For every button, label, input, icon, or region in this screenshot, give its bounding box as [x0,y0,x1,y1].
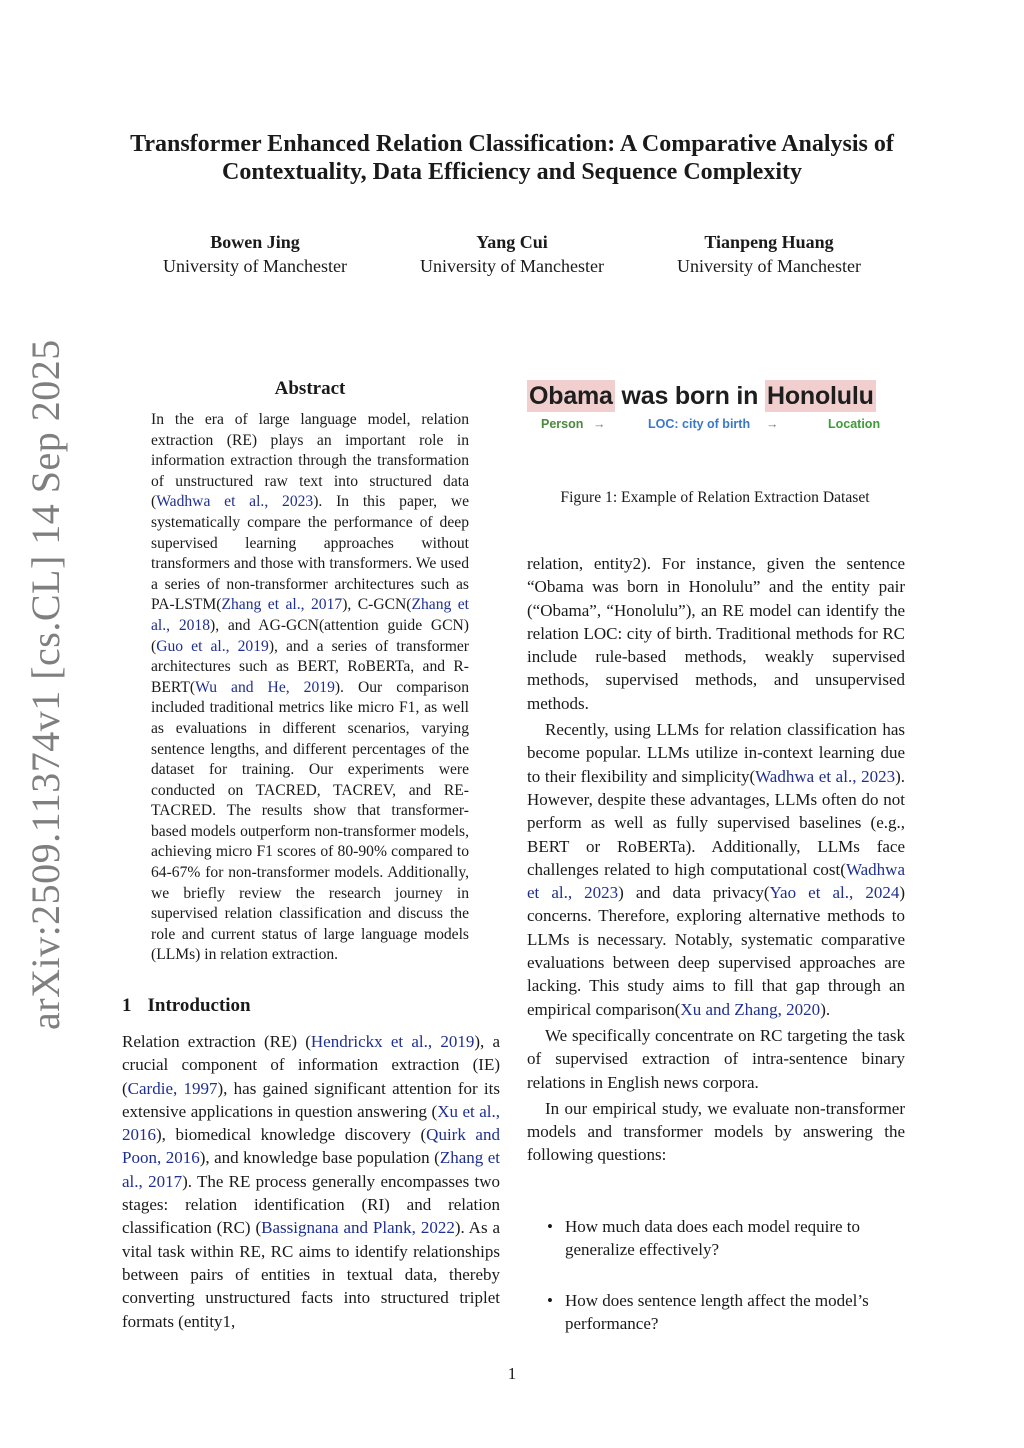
citation-link[interactable]: Bassignana and Plank, 2022 [261,1218,455,1238]
page-number: 1 [507,1364,517,1383]
abstract-heading: Abstract [274,378,346,399]
figure-caption: Figure 1: Example of Relation Extraction Dataset [560,489,870,506]
author-affiliation: University of Manchester [677,256,861,276]
paragraph: relation, entity2). For instance, given the sentence “Obama was born in Honolulu” and the entity pair (“Obama”, “Honolulu”), an RE model can identify the relation LOC: city of birth. Traditional methods for RC include rule-based methods, weakly supervised methods, supervised methods, and unsupervised methods. [527,554,905,713]
author-3 [649,230,889,278]
abstract-text: In the era of large language model, relation extraction (RE) plays an important role in information extraction through the transformation of unstructured raw text into structured data (Wadhwa et al., 2023). In this paper, we systematically compare the performance of deep supervised learning approaches without transformers and those with transformers. We used a series of non-transformer architectures such as PA-LSTM(Zhang et al., 2017), C-GCN(Zhang et al., 2018), and AG-GCN(attention guide GCN)(Guo et al., 2019), and a series of transformer architectures such as BERT, RoBERTa, and R-BERT(Wu and He, 2019). Our comparison included traditional metrics like micro F1, as well as evaluations in different scenarios, varying sentence lengths, and different percentages of the dataset for training. Our experiments were conducted on TACRED, TACREV, and RE-TACRED. The results show that transformer-based models outperform non-transformer models, achieving micro F1 scores of 80-90% compared to 64-67% for non-transformer models. Additionally, we briefly review the research journey in supervised relation classification and discuss the role and current status of large language models (LLMs) in relation extraction. [151,411,470,964]
paragraph: Recently, using LLMs for relation classification has become popular. LLMs utilize in-context learning due to their flexibility and simplicity(Wadhwa et al., 2023). However, despite these advantages, LLMs often do not perform as well as fully supervised baselines (e.g., BERT or RoBERTa). Additionally, LLMs face challenges related to high computational cost(Wadhwa et al., 2023) and data privacy(Yao et al., 2024) concerns. Therefore, exploring alternative methods to LLMs is necessary. Notably, systematic comparative evaluations between deep supervised approaches are lacking. This study aims to fill that gap through an empirical comparison(Xu and Zhang, 2020). [527,720,906,1019]
author-name: Tianpeng Huang [704,232,834,252]
citation-link[interactable]: Zhang et al., 2017 [221,596,343,614]
citation-link[interactable]: Zhang et al., 2017 [122,1148,501,1191]
author-name: Yang Cui [476,232,548,252]
arrow-icon: → [766,417,779,431]
figure-sentence: Obama was born in Honolulu [529,382,874,410]
entity-highlight: Honolulu [766,382,874,410]
citation-link[interactable]: Xu et al., 2016 [122,1101,500,1145]
author-affiliation: University of Manchester [420,256,604,276]
citation-link[interactable]: Xu and Zhang, 2020 [680,999,821,1019]
question-list [545,1215,905,1362]
citation-link[interactable]: Wadhwa et al., 2023 [527,859,905,903]
citation-link[interactable]: Hendrickx et al., 2019 [310,1032,475,1051]
paragraph: We specifically concentrate on RC targeting the task of supervised extraction of intra-sentence binary relations in English news corpora. [527,1025,905,1092]
author-2 [392,230,632,278]
figure-labels [527,417,905,437]
label-location: Location [828,417,881,431]
figure-1 [527,382,905,437]
list-item: • How much data does each model require to generalize effectively? [547,1217,861,1260]
bullet-icon: • [547,1217,553,1236]
entity-highlight: Obama [529,382,613,410]
list-item: • How does sentence length affect the model’s performance? [547,1290,869,1333]
arxiv-stamp: arXiv:2509.11374v1 [cs.CL] 14 Sep 2025 [23,339,68,1030]
citation-link[interactable]: Guo et al., 2019 [156,637,269,655]
intro-right-column [527,552,905,1167]
citation-link[interactable]: Wadhwa et al., 2023 [755,766,896,786]
author-1 [135,230,375,278]
citation-link[interactable]: Zhang et al., 2018 [151,596,469,634]
paper-title: Transformer Enhanced Relation Classification: A Comparative Analysis of Contextuality, Data Efficiency and Sequence Complexity [130,131,894,185]
citation-link[interactable]: Quirk and Poon, 2016 [122,1125,500,1168]
citation-link[interactable]: Wadhwa et al., 2023 [156,493,314,511]
section-heading-introduction: 1 Introduction [122,995,251,1016]
author-affiliation: University of Manchester [163,256,347,276]
intro-paragraph: Relation extraction (RE) (Hendrickx et al., 2019), a crucial component of information extraction (IE) (Cardie, 1997), has gained significant attention for its extensive applications in question answering (Xu et al., 2016), biomedical knowledge discovery (Quirk and Poon, 2016), and knowledge base population (Zhang et al., 2017). The RE process generally encompasses two stages: relation identification (RI) and relation classification (RC) (Bassignana and Plank, 2022). As a vital task within RE, RC aims to identify relationships between pairs of entities in textual data, thereby converting unstructured facts into structured triplet formats (entity1, [122,1032,501,1331]
citation-link[interactable]: Cardie, 1997 [127,1078,218,1098]
label-relation: LOC: city of birth [648,417,751,431]
bullet-icon: • [547,1290,553,1310]
arrow-icon: → [593,417,606,431]
label-person: Person [541,417,584,431]
citation-link[interactable]: Yao et al., 2024 [769,883,900,903]
author-name: Bowen Jing [210,232,300,252]
paragraph: In our empirical study, we evaluate non-transformer models and transformer models by answering the following questions: [527,1098,905,1165]
citation-link[interactable]: Wu and He, 2019 [195,678,335,696]
